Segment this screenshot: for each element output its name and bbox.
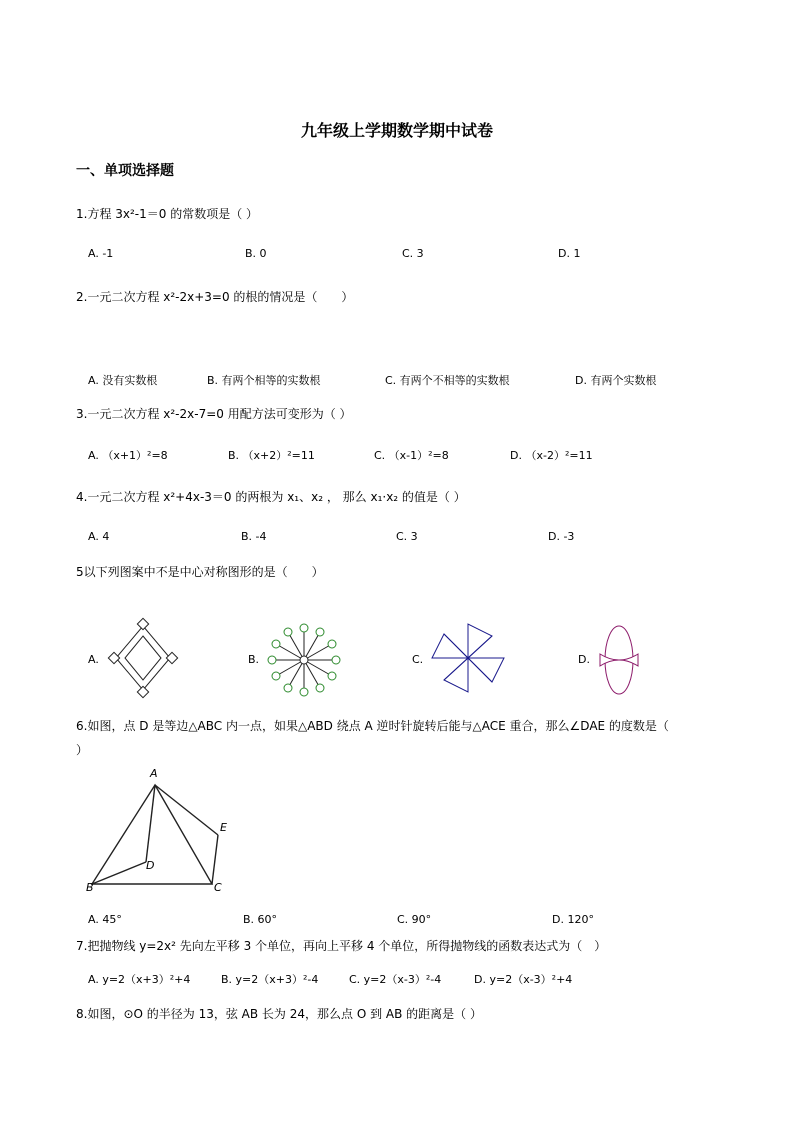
question-4-stem: 4.一元二次方程 x²+4x-3＝0 的两根为 x₁、x₂ ， 那么 x₁·x₂ 的值是（ ） xyxy=(76,490,466,504)
question-2-stem: 2.一元二次方程 x²-2x+3=0 的根的情况是（ ） xyxy=(76,290,354,304)
question-1-option-a: A. -1 xyxy=(88,247,114,260)
question-4-option-c: C. 3 xyxy=(396,530,418,543)
page-title: 九年级上学期数学期中试卷 xyxy=(300,121,493,140)
question-7-option-d: D. y=2（x-3）²+4 xyxy=(474,973,573,986)
question-6-option-c: C. 90° xyxy=(397,913,432,926)
question-5-stem: 5以下列图案中不是中心对称图形的是（ ） xyxy=(76,565,324,579)
question-3-option-c: C. （x-1）²=8 xyxy=(374,449,449,462)
question-3-option-a: A. （x+1）²=8 xyxy=(88,449,168,462)
figure-diamond-pattern xyxy=(108,618,178,698)
question-7-option-c: C. y=2（x-3）²-4 xyxy=(349,973,442,986)
figure-label-b: B xyxy=(86,881,94,894)
question-7-option-b: B. y=2（x+3）²-4 xyxy=(221,973,319,986)
question-2-option-c: C. 有两个不相等的实数根 xyxy=(385,374,510,387)
question-1-option-c: C. 3 xyxy=(402,247,424,260)
question-3-option-b: B. （x+2）²=11 xyxy=(228,449,315,462)
question-6-stem-line1: 6.如图，点 D 是等边△ABC 内一点，如果△ABD 绕点 A 逆时针旋转后能与△ACE 重合，那么∠DAE 的度数是（ xyxy=(76,719,669,733)
question-6-option-a: A. 45° xyxy=(88,913,122,926)
section-heading: 一、单项选择题 xyxy=(76,163,174,179)
question-2-option-d: D. 有两个实数根 xyxy=(575,374,657,387)
figure-label-d: D xyxy=(146,859,155,872)
question-5-option-a: A. xyxy=(88,653,99,666)
question-1-option-b: B. 0 xyxy=(245,247,267,260)
figure-label-e: E xyxy=(220,821,227,834)
question-1-stem: 1.方程 3x²-1＝0 的常数项是（ ） xyxy=(76,207,259,221)
question-5-option-d: D. xyxy=(578,653,590,666)
question-8-stem: 8.如图，⊙O 的半径为 13，弦 AB 长为 24，那么点 O 到 AB 的距离是（ ） xyxy=(76,1007,482,1021)
figure-label-a: A xyxy=(150,767,158,780)
question-6-stem-line2: ） xyxy=(76,743,89,757)
question-5-option-b: B. xyxy=(248,653,260,666)
question-4-option-a: A. 4 xyxy=(88,530,110,543)
question-4-option-d: D. -3 xyxy=(548,530,575,543)
question-4-option-b: B. -4 xyxy=(241,530,267,543)
question-6-option-b: B. 60° xyxy=(243,913,278,926)
question-2-option-a: A. 没有实数根 xyxy=(88,374,158,387)
question-5-option-c: C. xyxy=(412,653,424,666)
question-3-option-d: D. （x-2）²=11 xyxy=(510,449,593,462)
figure-ellipse-shape xyxy=(596,624,642,696)
figure-pinwheel xyxy=(430,622,506,694)
question-1-option-d: D. 1 xyxy=(558,247,581,260)
question-2-option-b: B. 有两个相等的实数根 xyxy=(207,374,321,387)
question-7-stem: 7.把抛物线 y=2x² 先向左平移 3 个单位，再向上平移 4 个单位，所得抛物线的函数表达式为（ ） xyxy=(76,939,607,953)
question-3-stem: 3.一元二次方程 x²-2x-7=0 用配方法可变形为（ ） xyxy=(76,407,352,421)
question-6-option-d: D. 120° xyxy=(552,913,594,926)
figure-radial-circles xyxy=(266,622,342,698)
figure-label-c: C xyxy=(214,881,222,894)
question-7-option-a: A. y=2（x+3）²+4 xyxy=(88,973,191,986)
